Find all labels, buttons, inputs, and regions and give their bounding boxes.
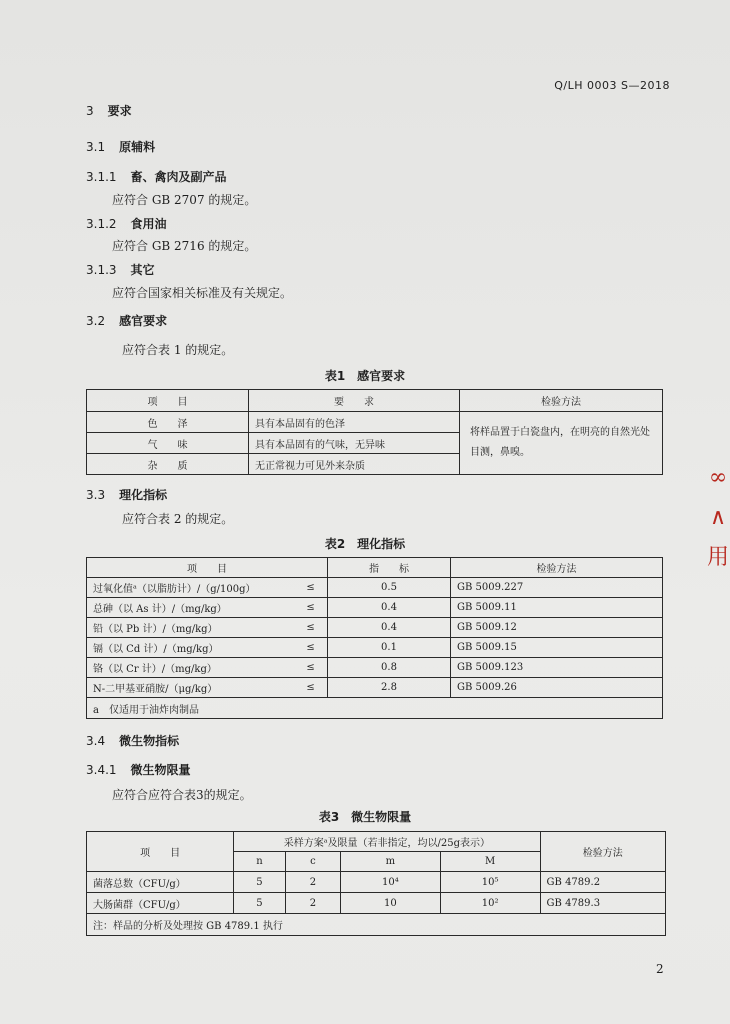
section-number: 3.1.3: [86, 263, 117, 277]
section-number: 3.4.1: [86, 763, 117, 777]
section-title: 畜、禽肉及副产品: [130, 170, 227, 184]
section-title: 理化指标: [119, 488, 168, 502]
section-3-4-1-heading: [86, 761, 191, 778]
section-3-3-text: 应符合表 2 的规定。: [122, 512, 234, 526]
table-cell-method: 将样品置于白瓷盘内，在明亮的自然光处目测，鼻嗅。: [460, 412, 663, 475]
table-cell-operator: ≤: [294, 638, 327, 658]
table-cell-method: GB 5009.123: [451, 658, 663, 678]
section-title: 微生物限量: [130, 763, 191, 777]
section-title: 食用油: [130, 217, 167, 231]
standard-code: Q/LH 0003 S—2018: [554, 79, 670, 92]
table-header-M: M: [440, 852, 540, 872]
table-header-method: 检验方法: [460, 390, 663, 412]
section-3-2-heading: [86, 312, 167, 329]
table-cell-n: 5: [234, 872, 286, 893]
table-cell-n: 5: [234, 893, 286, 914]
table-3-caption: 表3 微生物限量: [318, 810, 412, 824]
table-cell-method: GB 4789.3: [540, 893, 665, 914]
section-title: 感官要求: [119, 314, 168, 328]
table-row: [87, 638, 663, 658]
section-3-4-1-text: 应符合应符合表3的规定。: [112, 788, 252, 802]
table-header-item: 项 目: [87, 390, 249, 412]
table-cell-M: 10⁵: [440, 872, 540, 893]
table-cell-item: 铬（以 Cr 计）/（mg/kg）: [87, 658, 295, 678]
table-cell-item: 色 泽: [87, 412, 249, 433]
section-title: 微生物指标: [119, 734, 180, 748]
table-cell-operator: ≤: [294, 598, 327, 618]
table-cell-method: GB 5009.227: [451, 578, 663, 598]
table-cell-operator: ≤: [294, 618, 327, 638]
table-cell-c: 2: [285, 893, 340, 914]
table-cell-requirement: 具有本品固有的气味，无异味: [249, 433, 460, 454]
table-cell-value: 0.4: [328, 598, 451, 618]
section-number: 3.4: [86, 734, 106, 748]
table-row: [87, 893, 666, 914]
table-cell-value: 0.4: [328, 618, 451, 638]
table-2-physicochemical: [86, 557, 663, 719]
table-cell-operator: ≤: [294, 678, 327, 698]
section-3-1-2-heading: [86, 215, 167, 232]
section-3-1-1-text: 应符合 GB 2707 的规定。: [112, 193, 257, 207]
table-header-method: 检验方法: [451, 558, 663, 578]
table-cell-item: 铅（以 Pb 计）/（mg/kg）: [87, 618, 295, 638]
section-3-1-3-text: 应符合国家相关标准及有关规定。: [112, 286, 293, 300]
table-cell-method: GB 4789.2: [540, 872, 665, 893]
section-title: 要求: [107, 104, 132, 118]
section-number: 3: [86, 104, 94, 118]
section-3-3-heading: [86, 486, 167, 503]
table-header-sampling-plan: 采样方案ᵃ及限量（若非指定，均以/25g表示）: [234, 832, 540, 852]
table-row: [87, 578, 663, 598]
table-cell-requirement: 无正常视力可见外来杂质: [249, 454, 460, 475]
table-cell-m: 10: [341, 893, 441, 914]
table-cell-operator: ≤: [294, 658, 327, 678]
table-cell-method: GB 5009.26: [451, 678, 663, 698]
table-cell-M: 10²: [440, 893, 540, 914]
table-cell-m: 10⁴: [341, 872, 441, 893]
table-cell-item: 总砷（以 As 计）/（mg/kg）: [87, 598, 295, 618]
table-header-c: c: [285, 852, 340, 872]
table-cell-value: 0.1: [328, 638, 451, 658]
section-3-2-text: 应符合表 1 的规定。: [122, 343, 234, 357]
table-header-item: 项 目: [87, 558, 328, 578]
table-header-item: 项 目: [87, 832, 234, 872]
section-number: 3.1.2: [86, 217, 117, 231]
table-header-requirement: 要 求: [249, 390, 460, 412]
table-3-microbiological: [86, 831, 666, 936]
page-number: 2: [656, 962, 664, 976]
table-cell-item: 气 味: [87, 433, 249, 454]
section-number: 3.2: [86, 314, 106, 328]
section-3-1-1-heading: [86, 168, 227, 185]
table-row: [87, 872, 666, 893]
table-header-index: 指 标: [328, 558, 451, 578]
table-header-m: m: [341, 852, 441, 872]
section-3-1-heading: [86, 138, 155, 155]
section-3-heading: [86, 102, 132, 119]
table-cell-method: GB 5009.15: [451, 638, 663, 658]
table-1-sensory: [86, 389, 663, 475]
table-cell-operator: ≤: [294, 578, 327, 598]
section-3-1-3-heading: [86, 261, 155, 278]
table-cell-method: GB 5009.11: [451, 598, 663, 618]
table-cell-item: 杂 质: [87, 454, 249, 475]
table-cell-item: 过氧化值ᵃ（以脂肪计）/（g/100g）: [87, 578, 295, 598]
section-number: 3.1: [86, 140, 106, 154]
section-3-4-heading: [86, 732, 179, 749]
table-row: [87, 678, 663, 698]
table-cell-item: 大肠菌群（CFU/g）: [87, 893, 234, 914]
table-row: [87, 618, 663, 638]
table-header-n: n: [234, 852, 286, 872]
table-1-caption: 表1 感官要求: [324, 369, 406, 383]
section-number: 3.3: [86, 488, 106, 502]
section-title: 其它: [130, 263, 155, 277]
table-cell-value: 2.8: [328, 678, 451, 698]
table-row: [87, 598, 663, 618]
table-header-method: 检验方法: [540, 832, 665, 872]
table-footnote: a 仅适用于油炸肉制品: [87, 698, 663, 719]
table-cell-item: 菌落总数（CFU/g）: [87, 872, 234, 893]
table-row: [87, 658, 663, 678]
table-2-caption: 表2 理化指标: [324, 537, 406, 551]
table-cell-method: GB 5009.12: [451, 618, 663, 638]
table-cell-c: 2: [285, 872, 340, 893]
table-footnote: 注：样品的分析及处理按 GB 4789.1 执行: [87, 914, 666, 936]
section-3-1-2-text: 应符合 GB 2716 的规定。: [112, 239, 257, 253]
table-cell-value: 0.8: [328, 658, 451, 678]
table-cell-value: 0.5: [328, 578, 451, 598]
table-cell-requirement: 具有本品固有的色泽: [249, 412, 460, 433]
table-cell-item: 镉（以 Cd 计）/（mg/kg）: [87, 638, 295, 658]
table-cell-item: N-二甲基亚硝胺/（μg/kg）: [87, 678, 295, 698]
section-number: 3.1.1: [86, 170, 117, 184]
section-title: 原辅料: [119, 140, 156, 154]
seal-stamp: ∞ ∧ 用: [706, 465, 729, 570]
